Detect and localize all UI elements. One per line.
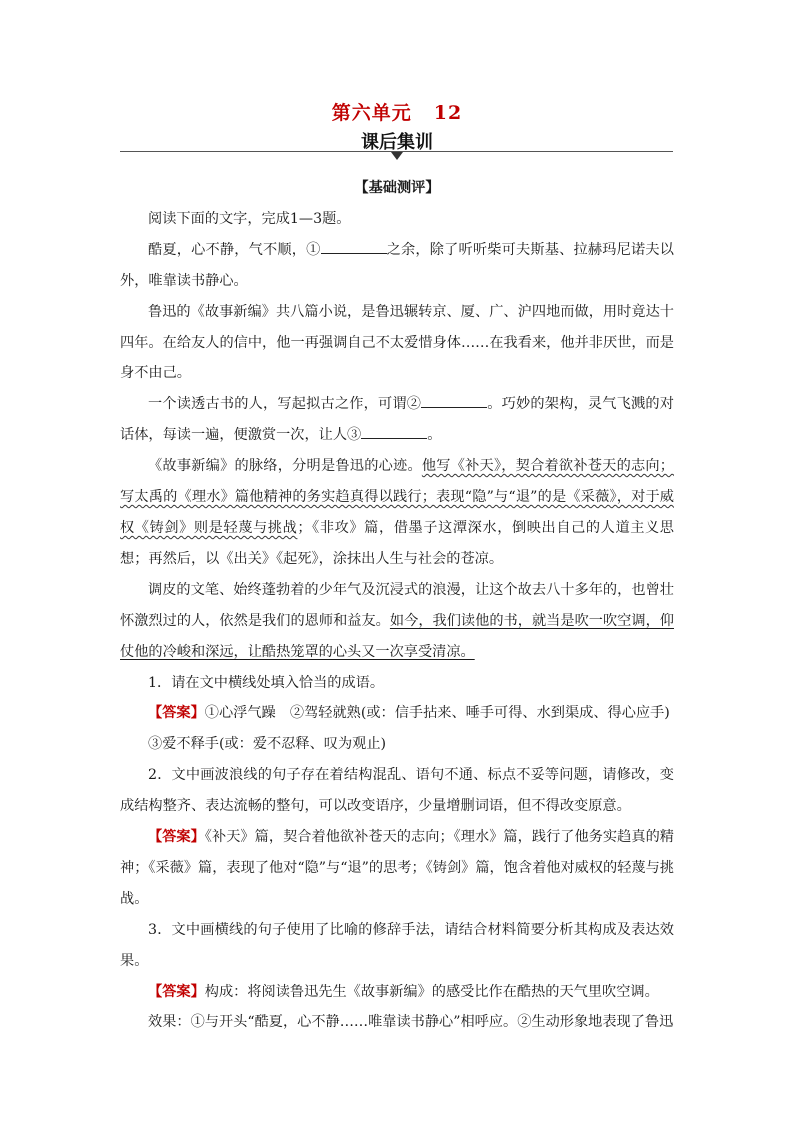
text-run: 。巧妙的架构，灵气飞溅的对话体，每读一遍，便激赏一次，让人③ <box>120 396 674 444</box>
passage-paragraph-5 <box>120 575 674 668</box>
unit-label: 第六单元 <box>331 102 412 124</box>
text-run: 调皮的文笔、始终蓬勃着的少年气及沉浸式的浪漫，让这个故去八十多年的，也曾壮怀激烈过的人，依然是我们的恩师和益友。 <box>120 581 674 629</box>
underlined-sentence: 如今，我们读他的书，就当是吹一吹空调，仰仗他的冷峻和深远，让酷热笼罩的心头又一次享受清凉。 <box>120 612 674 660</box>
document-body <box>120 173 674 1038</box>
passage-paragraph-4 <box>120 451 674 575</box>
answer-label: 【答案】 <box>148 829 205 846</box>
answer-1-continued: ③爱不释手(或：爱不忍释、叹为观止) <box>148 736 387 753</box>
text-run: ；《非攻》篇，借墨子这潭深水，倒映出自己的人道主义思想；再然后，以《出关》《起死》，涂抹出人生与社会的苍凉。 <box>120 519 674 567</box>
answer-text: 构成：将阅读鲁迅先生《故事新编》的感受比作在酷热的天气里吹空调。 <box>204 983 659 1000</box>
triangle-down-icon <box>391 152 403 160</box>
passage-paragraph-1 <box>120 235 674 297</box>
text-run: 《故事新编》的脉络，分明是鲁迅的心迹。 <box>148 458 422 475</box>
fill-blank-2 <box>421 393 487 408</box>
passage-paragraph-2: 鲁迅的《故事新编》共八篇小说，是鲁迅辗转京、厦、广、沪四地而做，用时竟达十四年。在给友人的信中，他一再强调自己不太爱惜身体……在我看来，他并非厌世，而是身不由己。 <box>120 303 674 382</box>
text-run: 酷夏，心不静，气不顺，① <box>148 241 321 258</box>
question-1: 1．请在文中横线处填入恰当的成语。 <box>148 674 385 691</box>
page-subtitle: 课后集训 <box>361 132 433 153</box>
fill-blank-3 <box>361 424 427 439</box>
section-title: 【基础测评】 <box>354 180 440 196</box>
text-run: 。 <box>427 427 442 444</box>
answer-3-continued: 效果：①与开头“酷夏，心不静……唯靠读书静心”相呼应。②生动形象地表现了鲁迅 <box>148 1014 674 1031</box>
answer-label: 【答案】 <box>148 983 205 1000</box>
text-run: 一个读透古书的人，写起拟古之作，可谓② <box>148 396 422 413</box>
wavy-underlined-sentence: 他写《补天》，契合着欲补苍天的志向；写太禹的《理水》篇他精神的务实趋真得以践行；表现“隐”与“退”的是《采薇》，对于威权《铸剑》则是轻蔑与挑战 <box>120 458 674 536</box>
answer-3 <box>120 977 674 1008</box>
fill-blank-1 <box>321 239 387 254</box>
text-run: 之余，除了听听柴可夫斯基、拉赫玛尼诺夫以外，唯靠读书静心。 <box>120 241 674 289</box>
question-3: 3．文中画横线的句子使用了比喻的修辞手法，请结合材料简要分析其构成及表达效果。 <box>120 921 674 969</box>
answer-label: 【答案】 <box>148 705 205 722</box>
answer-1 <box>120 698 674 729</box>
question-2: 2．文中画波浪线的句子存在着结构混乱、语句不通、标点不妥等问题，请修改，变成结构整齐、表达流畅的整句，可以改变语序，少量增删词语，但不得改变原意。 <box>120 767 674 815</box>
instruction: 阅读下面的文字，完成1—3题。 <box>148 210 351 227</box>
answer-text: ①心浮气躁 ②驾轻就熟(或：信手拈来、唾手可得、水到渠成、得心应手) <box>204 705 670 722</box>
unit-title <box>0 98 794 125</box>
answer-text: 《补天》篇，契合着他欲补苍天的志向；《理水》篇，践行了他务实趋真的精神；《采薇》篇，表现了他对“隐”与“退”的思考；《铸剑》篇，饱含着他对威权的轻蔑与挑战。 <box>120 829 674 907</box>
answer-2 <box>120 822 674 915</box>
passage-paragraph-3 <box>120 389 674 451</box>
lesson-number: 12 <box>433 102 463 124</box>
